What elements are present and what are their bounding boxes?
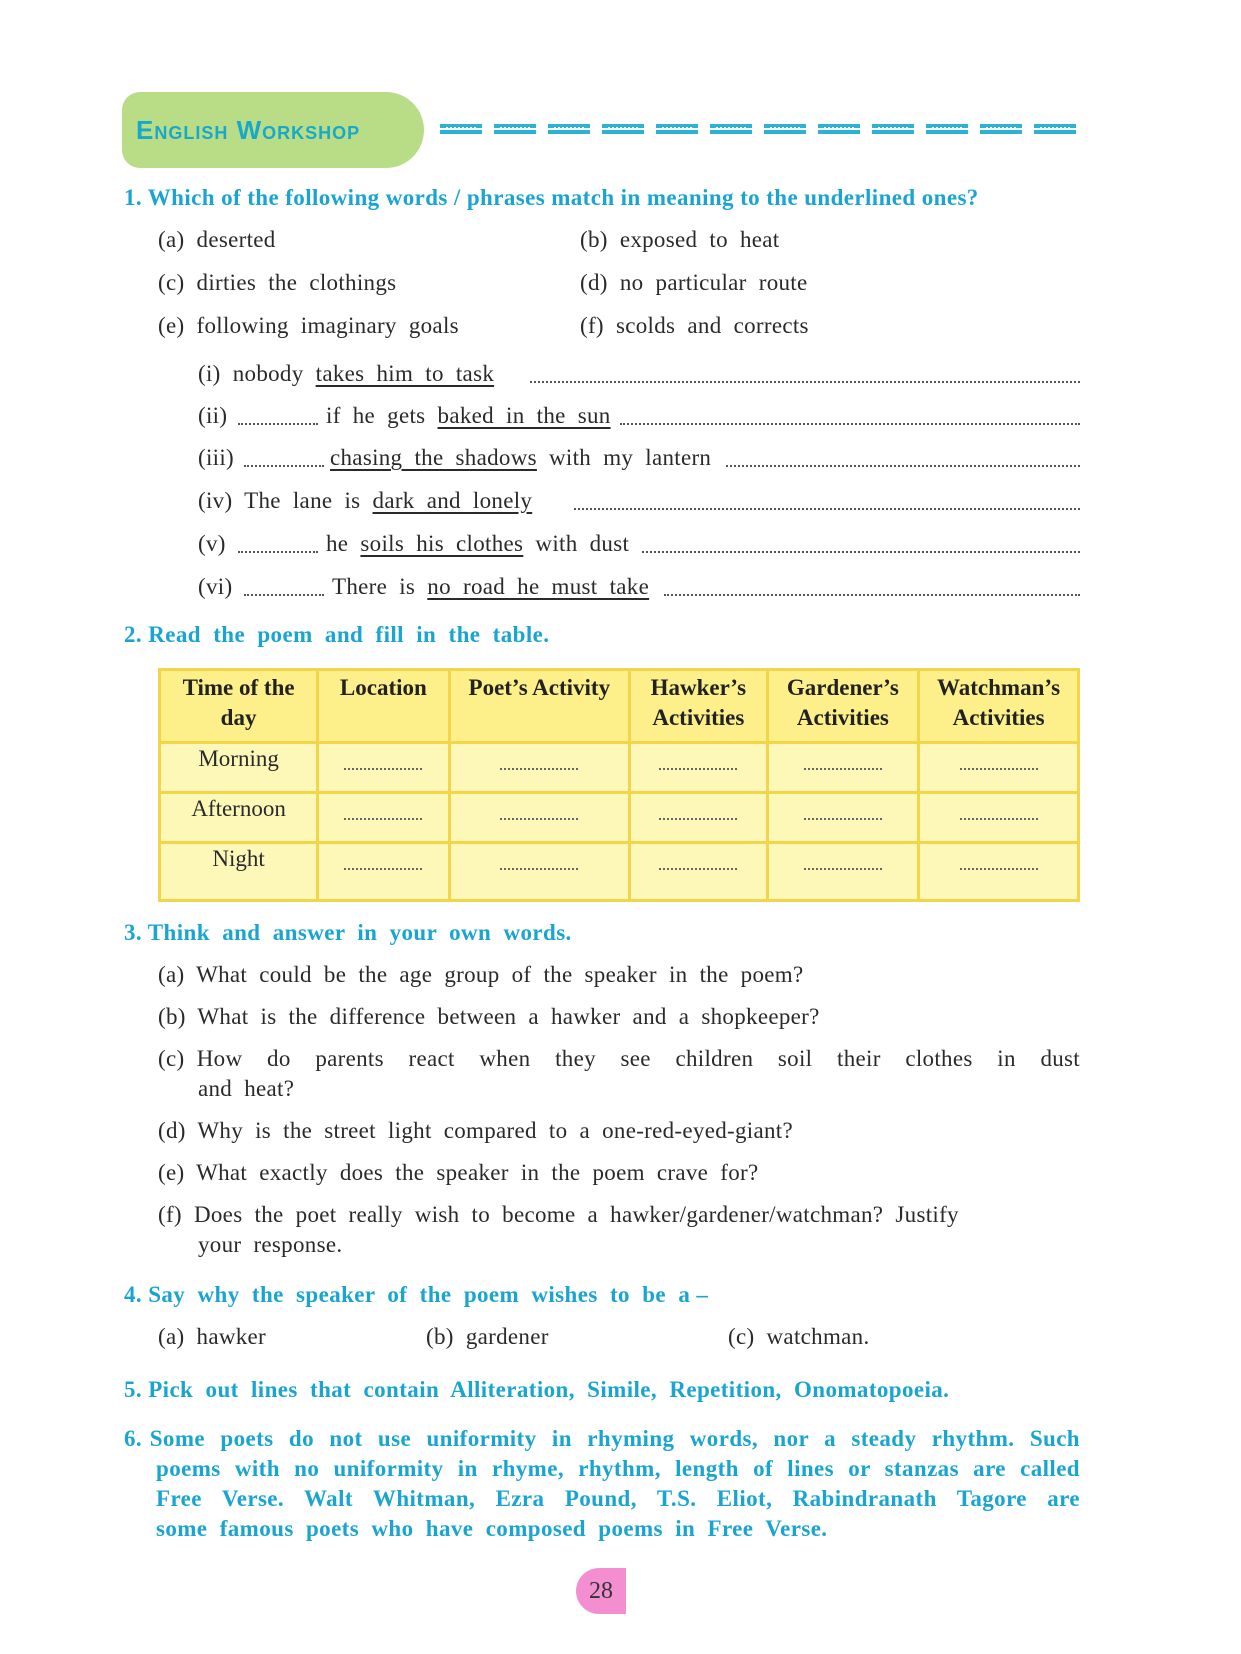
q1-option-a: (a) deserted — [158, 227, 276, 252]
q1-line-vi-text: There is no road he must take — [332, 574, 650, 599]
q1-line-vi: (vi) — [198, 574, 233, 599]
column-header: Hawker’s Activities — [630, 670, 767, 743]
underlined-phrase: no road he must take — [427, 574, 650, 599]
q4-option-b: (b) gardener — [426, 1324, 549, 1349]
q4-option-a: (a) hawker — [158, 1324, 267, 1349]
table-cell[interactable] — [630, 843, 767, 901]
answer-line[interactable] — [664, 594, 1080, 596]
q3-item-b: (b) What is the difference between a hawker and a shopkeeper? — [158, 1004, 820, 1029]
table-cell[interactable] — [767, 743, 919, 793]
table-cell[interactable] — [767, 793, 919, 843]
q3-item-c-cont: and heat? — [198, 1076, 295, 1101]
row-label: Morning — [160, 743, 318, 793]
table-cell[interactable] — [767, 843, 919, 901]
question-6-line-1: 6. Some poets do not use uniformity in rhyming words, nor a steady rhythm. Such — [124, 1426, 1080, 1451]
underlined-phrase: chasing the shadows — [330, 445, 537, 470]
column-header: Location — [318, 670, 449, 743]
q1-line-iii-text: chasing the shadows with my lantern — [330, 445, 712, 470]
section-title: English Workshop — [136, 114, 361, 145]
q1-line-i: (i) nobody takes him to task — [198, 361, 495, 386]
row-label: Afternoon — [160, 793, 318, 843]
q1-option-b: (b) exposed to heat — [580, 227, 780, 252]
table-cell[interactable] — [919, 743, 1079, 793]
table-row — [160, 843, 1079, 901]
table-cell[interactable] — [630, 743, 767, 793]
table-cell[interactable] — [449, 743, 630, 793]
decorative-dash-row — [440, 124, 1080, 136]
q3-item-d: (d) Why is the street light compared to a one-red-eyed-giant? — [158, 1118, 793, 1143]
answer-line[interactable] — [574, 508, 1080, 510]
question-4-prompt: 4. Say why the speaker of the poem wishes to be a – — [124, 1282, 709, 1307]
q1-option-e: (e) following imaginary goals — [158, 313, 459, 338]
q1-line-iv: (iv) The lane is dark and lonely — [198, 488, 533, 513]
answer-blank[interactable] — [238, 551, 318, 553]
answer-line[interactable] — [642, 551, 1080, 553]
question-3-prompt: 3. Think and answer in your own words. — [124, 920, 572, 945]
table-cell[interactable] — [449, 793, 630, 843]
page-number: 28 — [589, 1577, 613, 1604]
q1-line-iii: (iii) — [198, 445, 234, 470]
q1-line-ii-text: if he gets baked in the sun — [326, 403, 611, 428]
table-cell[interactable] — [318, 843, 449, 901]
activity-table — [158, 668, 1080, 902]
question-1-prompt: 1. Which of the following words / phrases match in meaning to the underlined ones? — [124, 185, 979, 210]
table-cell[interactable] — [318, 743, 449, 793]
column-header: Time of the day — [160, 670, 318, 743]
q3-item-f-cont: your response. — [198, 1232, 343, 1257]
table-row — [160, 793, 1079, 843]
underlined-phrase: soils his clothes — [360, 531, 524, 556]
table-header-row — [160, 670, 1079, 743]
section-heading-tab — [122, 92, 424, 168]
column-header: Poet’s Activity — [449, 670, 630, 743]
q3-item-e: (e) What exactly does the speaker in the poem crave for? — [158, 1160, 759, 1185]
q3-item-c: (c) How do parents react when they see children soil their clothes in dust — [158, 1046, 1080, 1071]
underlined-phrase: takes him to task — [315, 361, 495, 386]
q1-line-v-text: he soils his clothes with dust — [326, 531, 630, 556]
q3-item-a: (a) What could be the age group of the speaker in the poem? — [158, 962, 804, 987]
question-5-prompt: 5. Pick out lines that contain Alliteration, Simile, Repetition, Onomatopoeia. — [124, 1377, 950, 1402]
table-cell[interactable] — [449, 843, 630, 901]
question-2-prompt: 2. Read the poem and fill in the table. — [124, 622, 550, 647]
q1-option-d: (d) no particular route — [580, 270, 808, 295]
q1-option-f: (f) scolds and corrects — [580, 313, 809, 338]
answer-blank[interactable] — [244, 465, 324, 467]
column-header: Gardener’s Activities — [767, 670, 919, 743]
table-row — [160, 743, 1079, 793]
question-6-line-4: some famous poets who have composed poems in Free Verse. — [156, 1516, 828, 1541]
q1-option-c: (c) dirties the clothings — [158, 270, 397, 295]
answer-line[interactable] — [726, 465, 1080, 467]
row-label: Night — [160, 843, 318, 901]
table-cell[interactable] — [919, 793, 1079, 843]
q1-line-v: (v) — [198, 531, 226, 556]
table-cell[interactable] — [318, 793, 449, 843]
table-cell[interactable] — [630, 793, 767, 843]
column-header: Watchman’s Activities — [919, 670, 1079, 743]
underlined-phrase: baked in the sun — [437, 403, 611, 428]
q3-item-f: (f) Does the poet really wish to become a hawker/gardener/watchman? Justify — [158, 1202, 959, 1227]
answer-line[interactable] — [530, 381, 1080, 383]
underlined-phrase: dark and lonely — [372, 488, 533, 513]
answer-blank[interactable] — [238, 423, 318, 425]
question-6-line-3: Free Verse. Walt Whitman, Ezra Pound, T.S. Eliot, Rabindranath Tagore are — [156, 1486, 1080, 1511]
q4-option-c: (c) watchman. — [728, 1324, 870, 1349]
answer-blank[interactable] — [244, 594, 324, 596]
page-number-badge — [576, 1568, 626, 1614]
table-cell[interactable] — [919, 843, 1079, 901]
question-6-line-2: poems with no uniformity in rhyme, rhythm, length of lines or stanzas are called — [156, 1456, 1080, 1481]
answer-line[interactable] — [620, 423, 1080, 425]
q1-line-ii: (ii) — [198, 403, 228, 428]
